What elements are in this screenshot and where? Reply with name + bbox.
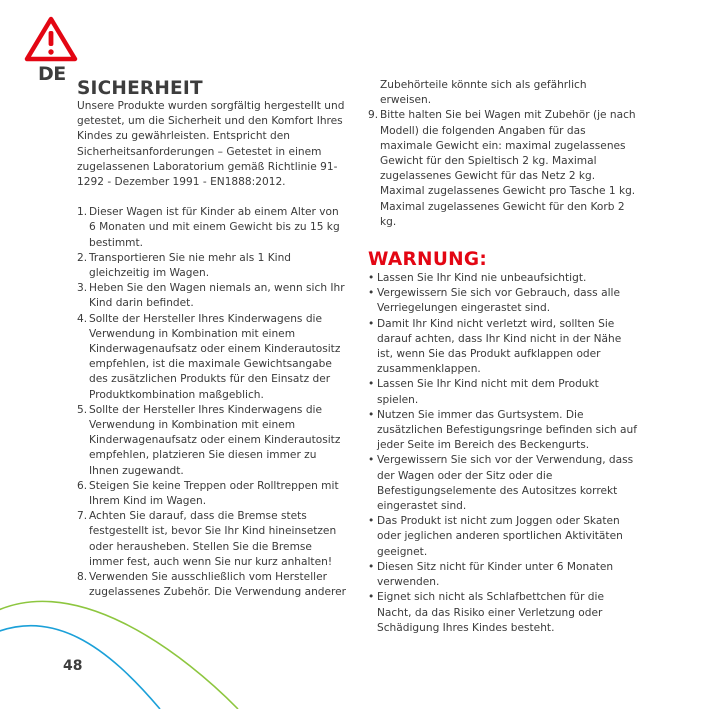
safety-rule-item-text: Verwenden Sie ausschließlich vom Hersteller zugelassenes Zubehör. Die Verwendung anderer: [89, 571, 347, 599]
warning-item-text: Nutzen Sie immer das Gurtsystem. Die zusätzlichen Befestigungsringe befinden sich auf jeder Seite im Bereich des Beckengurts.: [377, 408, 637, 452]
safety-rule-item-text: Heben Sie den Wagen niemals an, wenn sich Ihr Kind darin befindet.: [89, 282, 345, 310]
safety-rule-item-text: Bitte halten Sie bei Wagen mit Zubehör (je nach Modell) die folgenden Angaben für das maximale Gewicht ein: maximal zugelassenes Gewicht für den Spieltisch 2 kg. Maximal zugelassenes Gewicht für das Netz 2 kg. Maximal zugelassenes Gewicht pro Tasche 1 kg. Maximal zugelassenes Gewicht für den Korb 2 kg.: [380, 109, 636, 228]
bullet-marker: •: [368, 560, 375, 573]
warning-item-text: Eignet sich nicht als Schlafbettchen für die Nacht, da das Risiko einer Verletzung oder Schädigung Ihres Kindes besteht.: [377, 591, 604, 634]
safety-intro: Unsere Produkte wurden sorgfältig hergestellt und getestet, um die Sicherheit und den Komfort Ihres Kindes zu gewährleisten. Entspricht den Sicherheitsanforderungen – Getestet in einem zugelassenen Laboratorium gemäß Richtlinie 91-1292 - Dezember 1991 - EN1888:2012.: [77, 100, 345, 189]
bullet-marker: •: [368, 454, 375, 467]
bullet-marker: •: [368, 515, 375, 528]
safety-rule-item-text: Achten Sie darauf, dass die Bremse stets festgestellt ist, bevor Sie Ihr Kind hineinsetzen oder herausheben. Stellen Sie die Bremse immer fest, auch wenn Sie nur kurz anhalten!: [89, 510, 337, 568]
warning-item-text: Lassen Sie Ihr Kind nie unbeaufsichtigt.: [377, 272, 587, 285]
safety-rule-item-text: Sollte der Hersteller Ihres Kinderwagens die Verwendung in Kombination mit einem Kinderwagenaufsatz oder einem Kinderautositz empfehlen, platzieren Sie diesen immer zu Ihnen zugewandt.: [89, 403, 341, 477]
list-number: 4.: [77, 312, 88, 325]
warning-item-text: Vergewissern Sie sich vor der Verwendung, dass der Wagen oder der Sitz oder die Befestigungselemente des Autositzes korrekt eingerastet sind.: [377, 454, 634, 513]
language-code: DE: [38, 63, 66, 85]
list-number: 5.: [77, 403, 88, 416]
rule-8-continuation-text: Zubehörteile könnte sich als gefährlich erweisen.: [380, 79, 587, 107]
warning-item-text: Vergewissern Sie sich vor Gebrauch, dass alle Verriegelungen eingerastet sind.: [377, 287, 620, 315]
warning-item-text: Diesen Sitz nicht für Kinder unter 6 Monaten verwenden.: [377, 560, 614, 589]
bullet-marker: •: [368, 272, 375, 285]
list-number: 6.: [77, 479, 88, 492]
warning-item-text: Das Produkt ist nicht zum Joggen oder Skaten oder jeglichen anderen sportlichen Aktivitäten geeignet.: [377, 515, 623, 558]
bullet-marker: •: [368, 591, 375, 604]
safety-rule-item-text: Dieser Wagen ist für Kinder ab einem Alter von 6 Monaten und mit einem Gewicht bis zu 15 kg bestimmt.: [89, 206, 340, 249]
bullet-marker: •: [368, 378, 375, 391]
page-number: 48: [63, 658, 83, 674]
section-title-safety: SICHERHEIT: [77, 78, 203, 99]
list-number: 3.: [77, 282, 88, 295]
list-number: 9.: [368, 109, 379, 122]
list-number: 2.: [77, 251, 88, 264]
list-number: 1.: [77, 206, 88, 219]
list-number: 8.: [77, 571, 88, 584]
safety-rule-item-text: Steigen Sie keine Treppen oder Rolltreppen mit Ihrem Kind im Wagen.: [89, 479, 339, 508]
warning-item-text: Damit Ihr Kind nicht verletzt wird, sollten Sie darauf achten, dass Ihr Kind nicht in der Nähe ist, wenn Sie das Produkt aufklappen oder zusammenklappen.: [377, 317, 622, 376]
bullet-marker: •: [368, 317, 375, 330]
bullet-marker: •: [368, 287, 375, 300]
warning-item-text: Lassen Sie Ihr Kind nicht mit dem Produkt spielen.: [377, 378, 599, 406]
safety-rule-item-text: Transportieren Sie nie mehr als 1 Kind gleichzeitig im Wagen.: [89, 251, 292, 280]
warning-title: WARNUNG:: [368, 249, 488, 271]
list-number: 7.: [77, 510, 88, 523]
safety-rule-item-text: Sollte der Hersteller Ihres Kinderwagens die Verwendung in Kombination mit einem Kinderwagenaufsatz oder einem Kinderautositz empfehlen, ist die maximale Gewichtsangabe des zusätzlichen Produkts für den Einsatz der Produktkombination maßgeblich.: [89, 312, 341, 401]
bullet-marker: •: [368, 408, 375, 421]
